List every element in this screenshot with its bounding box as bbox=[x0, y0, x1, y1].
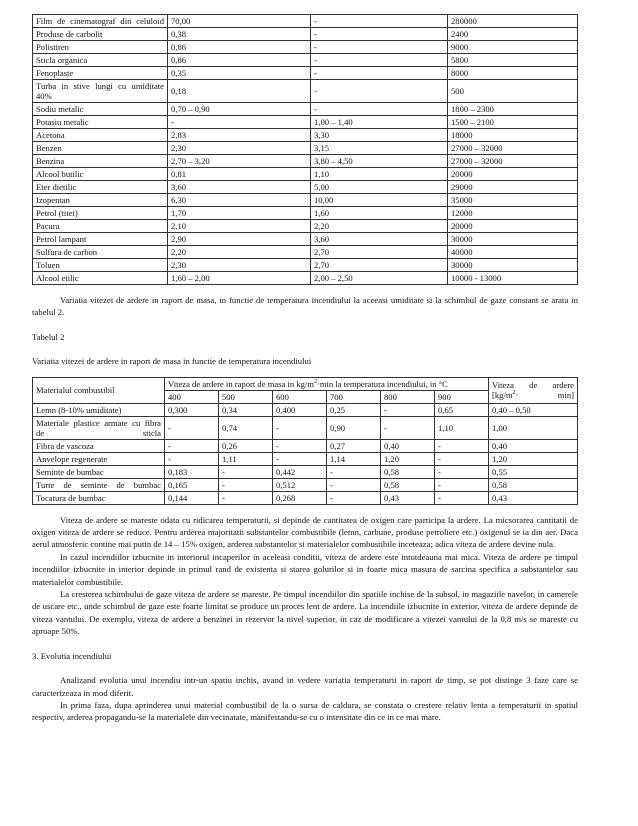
table-2-cell: - bbox=[219, 465, 273, 478]
table-1-cell: - bbox=[311, 80, 448, 103]
table-2-cell: 0,25 bbox=[327, 403, 381, 416]
table-1-cell: 1500 – 2100 bbox=[448, 116, 578, 129]
table-2-cell: - bbox=[219, 478, 273, 491]
table-1-cell: Benzina bbox=[33, 155, 168, 168]
table-2-header-speed: Viteza de ardere in raport de masa in $kg/m^2\cdot\min$ la temperatura incendiului, in °C bbox=[165, 377, 489, 390]
table-1-cell: 3,15 bbox=[311, 142, 448, 155]
table-2-row bbox=[33, 403, 578, 416]
table-1-cell: - bbox=[311, 103, 448, 116]
table-2-cell: Tocatura de bumbac bbox=[33, 491, 165, 504]
table-1-cell: 1,60 – 2,00 bbox=[168, 272, 311, 285]
table-2-cell: 1,20 bbox=[381, 452, 435, 465]
table-1-cell: 27000 – 32000 bbox=[448, 155, 578, 168]
table-1-row bbox=[33, 41, 578, 54]
table-2-cell: - bbox=[165, 416, 219, 439]
table-1-cell: - bbox=[168, 116, 311, 129]
table-1-cell: 29000 bbox=[448, 181, 578, 194]
table-1-cell: 2400 bbox=[448, 28, 578, 41]
table-1-row bbox=[33, 233, 578, 246]
table-1-cell: 1,00 – 1,40 bbox=[311, 116, 448, 129]
table-1-row bbox=[33, 259, 578, 272]
table-1-cell: 3,60 bbox=[311, 233, 448, 246]
table-2-cell: - bbox=[165, 452, 219, 465]
table-2-temp-header: 400 bbox=[165, 390, 219, 403]
table-1-row bbox=[33, 194, 578, 207]
table-1-cell: 2,20 bbox=[311, 220, 448, 233]
table-2-cell: 0,55 bbox=[489, 465, 578, 478]
table-2-cell: 0,90 bbox=[327, 416, 381, 439]
table-1-row bbox=[33, 54, 578, 67]
table-1-cell: Film de cinematograf din celuloid bbox=[33, 15, 168, 28]
table-1-cell: - bbox=[311, 41, 448, 54]
table-1-cell: - bbox=[311, 28, 448, 41]
table-2-cell: Fibra de vascoza bbox=[33, 439, 165, 452]
table-1-cell: 10,00 bbox=[311, 194, 448, 207]
table-1-cell: 0,86 bbox=[168, 54, 311, 67]
table-1-row bbox=[33, 67, 578, 80]
table-1-cell: 3,60 bbox=[168, 181, 311, 194]
table-2-label: Tabelul 2 bbox=[32, 331, 65, 342]
table-1-cell: 2,00 – 2,50 bbox=[311, 272, 448, 285]
paragraph-indoor-fires: In cazul incendiilor izbucnite in interiorul incaperilor in aceleasi conditii, viteza de ardere este intotdeauna mai mica. Viteza de ardere pe timpul incendiilor izbucnite in interior depinde in primul rand de existenta si starea golurilor si in foarte mica masura de sarcina specifica a substantelor sau materialelor combustibile. bbox=[32, 551, 578, 587]
paragraph-variation-intro: Variatia vitezei de ardere in raport de masa, in functie de temperatura incendiului la aceeasi umiditate si la schimbul de gaze constant se arata in tabelul 2. bbox=[32, 295, 578, 318]
burning-rate-table-2 bbox=[32, 377, 578, 505]
table-1-cell: Sulfura de carbon bbox=[33, 246, 168, 259]
paragraph-gas-exchange: La cresterea schimbului de gaze viteza de ardere se mareste. Pe timpul incendiilor din spatiile inchise de la subsol, in magaziile navelor, in camerele de uscare etc., unde schimbul de gaze este foarte limitat se produce un proces lent de ardere. La incendiile izbucnite in exterior, viteza de ardere depinde de viteza vantului. De exemplu, viteza de ardere a benzinei in rezervor la nivel superior, in caz de modificare a vitezei vantului de la 0,8 m/s se mareste cu aproape 50%. bbox=[32, 589, 578, 637]
table-2-cell: 0,442 bbox=[273, 465, 327, 478]
table-1-cell: Petrol (titei) bbox=[33, 207, 168, 220]
table-1-row bbox=[33, 272, 578, 285]
table-1-row bbox=[33, 103, 578, 116]
table-1-cell: 12000 bbox=[448, 207, 578, 220]
table-1-row bbox=[33, 28, 578, 41]
table-1-cell: 3,80 – 4,50 bbox=[311, 155, 448, 168]
table-2-cell: 0,74 bbox=[219, 416, 273, 439]
table-1-row bbox=[33, 80, 578, 103]
table-1-cell: 30000 bbox=[448, 233, 578, 246]
table-1-row bbox=[33, 116, 578, 129]
table-2-cell: 0,144 bbox=[165, 491, 219, 504]
table-2-cell: 0,40 – 0,50 bbox=[489, 403, 578, 416]
table-2-cell: 0,268 bbox=[273, 491, 327, 504]
table-2-header-speed-unit: Viteza de ardere $[kg/m^2\cdot \min]$ bbox=[489, 377, 578, 403]
table-2-cell: 1,00 bbox=[489, 416, 578, 439]
table-1-cell: 6,30 bbox=[168, 194, 311, 207]
table-2-cell: - bbox=[273, 452, 327, 465]
table-2-temp-header: 600 bbox=[273, 390, 327, 403]
table-2-cell: 0,40 bbox=[489, 439, 578, 452]
table-1-cell: 0,35 bbox=[168, 67, 311, 80]
table-2-cell: - bbox=[381, 416, 435, 439]
table-2-row bbox=[33, 465, 578, 478]
table-2-temp-header: 500 bbox=[219, 390, 273, 403]
table-1-cell: Eter dietilic bbox=[33, 181, 168, 194]
table-1-cell: Petrol lampant bbox=[33, 233, 168, 246]
table-1-cell: 5800 bbox=[448, 54, 578, 67]
table-1-cell: - bbox=[311, 67, 448, 80]
table-1-row bbox=[33, 207, 578, 220]
table-2-cell: 0,512 bbox=[273, 478, 327, 491]
table-2-cell: 0,27 bbox=[327, 439, 381, 452]
table-2-cell: - bbox=[327, 465, 381, 478]
table-1-cell: Fenoplaste bbox=[33, 67, 168, 80]
table-1-cell: 2,30 bbox=[168, 142, 311, 155]
table-2-cell: - bbox=[273, 416, 327, 439]
paragraph-evolution-phases: Analizand evolutia unui incendiu intr-un spatiu inchis, avand in vedere variatia temperaturii in raport de timp, se pot distinge 3 faze care se caracterizeaza in mod diferit. bbox=[32, 675, 578, 698]
table-1-row bbox=[33, 155, 578, 168]
table-2-cell: - bbox=[435, 478, 489, 491]
table-2-cell: 0,400 bbox=[273, 403, 327, 416]
table-2-cell: - bbox=[435, 452, 489, 465]
table-1-cell: Acetona bbox=[33, 129, 168, 142]
document-page bbox=[32, 14, 578, 724]
table-1-cell: - bbox=[311, 15, 448, 28]
table-2-cell: - bbox=[327, 491, 381, 504]
table-1-cell: 20000 bbox=[448, 168, 578, 181]
table-2-row bbox=[33, 491, 578, 504]
table-2-cell: 0,58 bbox=[381, 478, 435, 491]
table-1-cell: 18000 bbox=[448, 129, 578, 142]
table-2-cell: 1,11 bbox=[219, 452, 273, 465]
table-1-cell: 1,70 bbox=[168, 207, 311, 220]
table-2-cell: 0,65 bbox=[435, 403, 489, 416]
table-1-cell: Toluen bbox=[33, 259, 168, 272]
table-2-cell: 0,40 bbox=[381, 439, 435, 452]
table-1-cell: 0,18 bbox=[168, 80, 311, 103]
table-1-cell: Polistiren bbox=[33, 41, 168, 54]
table-2-cell: - bbox=[165, 439, 219, 452]
table-1-cell: 2,70 – 3,20 bbox=[168, 155, 311, 168]
table-1-cell: 40000 bbox=[448, 246, 578, 259]
table-1-cell: 280000 bbox=[448, 15, 578, 28]
table-2-cell: Seminte de bumbac bbox=[33, 465, 165, 478]
table-1-cell: 1,60 bbox=[311, 207, 448, 220]
table-1-cell: 2,10 bbox=[168, 220, 311, 233]
table-2-cell: - bbox=[219, 491, 273, 504]
table-1-cell: 0,86 bbox=[168, 41, 311, 54]
table-2-cell: 0,58 bbox=[489, 478, 578, 491]
table-1-row bbox=[33, 15, 578, 28]
table-2-cell: 0,165 bbox=[165, 478, 219, 491]
table-1-cell: - bbox=[311, 54, 448, 67]
table-1-cell: 3,30 bbox=[311, 129, 448, 142]
table-1-cell: 10000 - 13000 bbox=[448, 272, 578, 285]
table-2-row bbox=[33, 416, 578, 439]
table-2-cell: 1,10 bbox=[435, 416, 489, 439]
table-2-cell: 0,43 bbox=[489, 491, 578, 504]
table-2-header-material: Materialul combustibil bbox=[33, 377, 165, 403]
table-1-cell: Alcool etilic bbox=[33, 272, 168, 285]
table-2-cell: - bbox=[435, 491, 489, 504]
table-2-cell: 0,34 bbox=[219, 403, 273, 416]
table-1-cell: 1800 – 2300 bbox=[448, 103, 578, 116]
table-1-row bbox=[33, 129, 578, 142]
table-1-cell: Benzen bbox=[33, 142, 168, 155]
table-1-cell: 27000 – 32000 bbox=[448, 142, 578, 155]
table-2-temp-header: 900 bbox=[435, 390, 489, 403]
table-1-cell: 9000 bbox=[448, 41, 578, 54]
table-1-cell: 35000 bbox=[448, 194, 578, 207]
table-1-cell: 2,70 bbox=[311, 246, 448, 259]
table-2-cell: 0,183 bbox=[165, 465, 219, 478]
paragraph-first-phase: In prima faza, dupa aprinderea unui material combustibil de la o sursa de caldura, se constata o crestere relativ lenta a temperaturii in spatiul respectiv, arderea propagandu-se la materialele din vecinatate, manifestandu-se cu o intensitate din ce in ce mai mare. bbox=[32, 699, 578, 723]
table-2-cell: 0,58 bbox=[381, 465, 435, 478]
table-2-cell: - bbox=[327, 478, 381, 491]
table-2-cell: - bbox=[273, 439, 327, 452]
table-1-row bbox=[33, 181, 578, 194]
table-2-cell: 0,300 bbox=[165, 403, 219, 416]
table-1-cell: Sodiu metalic bbox=[33, 103, 168, 116]
table-1-cell: 20000 bbox=[448, 220, 578, 233]
table-1-cell: Turba in stive lungi cu umiditate 40% bbox=[33, 80, 168, 103]
table-2-temp-header: 800 bbox=[381, 390, 435, 403]
table-1-row bbox=[33, 246, 578, 259]
table-1-cell: 2,20 bbox=[168, 246, 311, 259]
table-1-cell: 2,30 bbox=[168, 259, 311, 272]
table-2-caption: Variatia vitezei de ardere in raport de masa in functie de temperatura incendiului bbox=[32, 356, 312, 367]
table-1-cell: 2,90 bbox=[168, 233, 311, 246]
table-1-cell: 1,10 bbox=[311, 168, 448, 181]
table-2-cell: - bbox=[435, 439, 489, 452]
table-2-cell: 1,14 bbox=[327, 452, 381, 465]
section-heading-fire-evolution: 3. Evolutia incendiului bbox=[32, 650, 112, 661]
table-2-row bbox=[33, 452, 578, 465]
table-1-cell: 0,38 bbox=[168, 28, 311, 41]
table-2-cell: Materiale plastice armate cu fibra de sticla bbox=[33, 416, 165, 439]
table-1-cell: 5,00 bbox=[311, 181, 448, 194]
paragraph-temperature-effect: Viteza de ardere se mareste odata cu ridicarea temperaturii, si depinde de cantitatea de oxigen care participa la ardere. La micsorarea cantitatii de oxigen viteza de ardere se reduce. Pentru arderea majoritatii substantelor combustibile (lemn, carbune, produse petroliere etc.) oxigenul se ia din aer. Daca aerul atmosferic contine mai putin de 14 – 15% oxigen, arderea substantelor si materialelor combustibile inceteaza; adica viteza de ardere devine nula. bbox=[32, 514, 578, 550]
table-2-cell: 1,20 bbox=[489, 452, 578, 465]
table-2-temp-header: 700 bbox=[327, 390, 381, 403]
table-1-cell: Izopentan bbox=[33, 194, 168, 207]
table-1-cell: Produse de carbolit bbox=[33, 28, 168, 41]
table-1-row bbox=[33, 220, 578, 233]
table-1-cell: 8000 bbox=[448, 67, 578, 80]
table-2-cell: - bbox=[435, 465, 489, 478]
table-2-cell: 0,43 bbox=[381, 491, 435, 504]
table-1-cell: 500 bbox=[448, 80, 578, 103]
table-1-cell: 0,70 – 0,90 bbox=[168, 103, 311, 116]
table-1-cell: 0,81 bbox=[168, 168, 311, 181]
table-1-cell: Pacura bbox=[33, 220, 168, 233]
table-1-cell: Alcool butilic bbox=[33, 168, 168, 181]
table-2-cell: 0,26 bbox=[219, 439, 273, 452]
table-1-row bbox=[33, 168, 578, 181]
table-2-row bbox=[33, 478, 578, 491]
burning-rate-table-1 bbox=[32, 14, 578, 285]
table-1-cell: 70,00 bbox=[168, 15, 311, 28]
table-2-cell: Turte de seminte de bumbac bbox=[33, 478, 165, 491]
table-2-cell: Anvelope regenerate bbox=[33, 452, 165, 465]
table-1-cell: 30000 bbox=[448, 259, 578, 272]
table-1-cell: 2,70 bbox=[311, 259, 448, 272]
table-2-row bbox=[33, 439, 578, 452]
table-1-row bbox=[33, 142, 578, 155]
table-1-cell: Potasiu metalic bbox=[33, 116, 168, 129]
table-2-cell: Lemn (8-10% umiditate) bbox=[33, 403, 165, 416]
table-1-cell: 2,83 bbox=[168, 129, 311, 142]
table-2-cell: - bbox=[381, 403, 435, 416]
table-1-cell: Sticla organica bbox=[33, 54, 168, 67]
